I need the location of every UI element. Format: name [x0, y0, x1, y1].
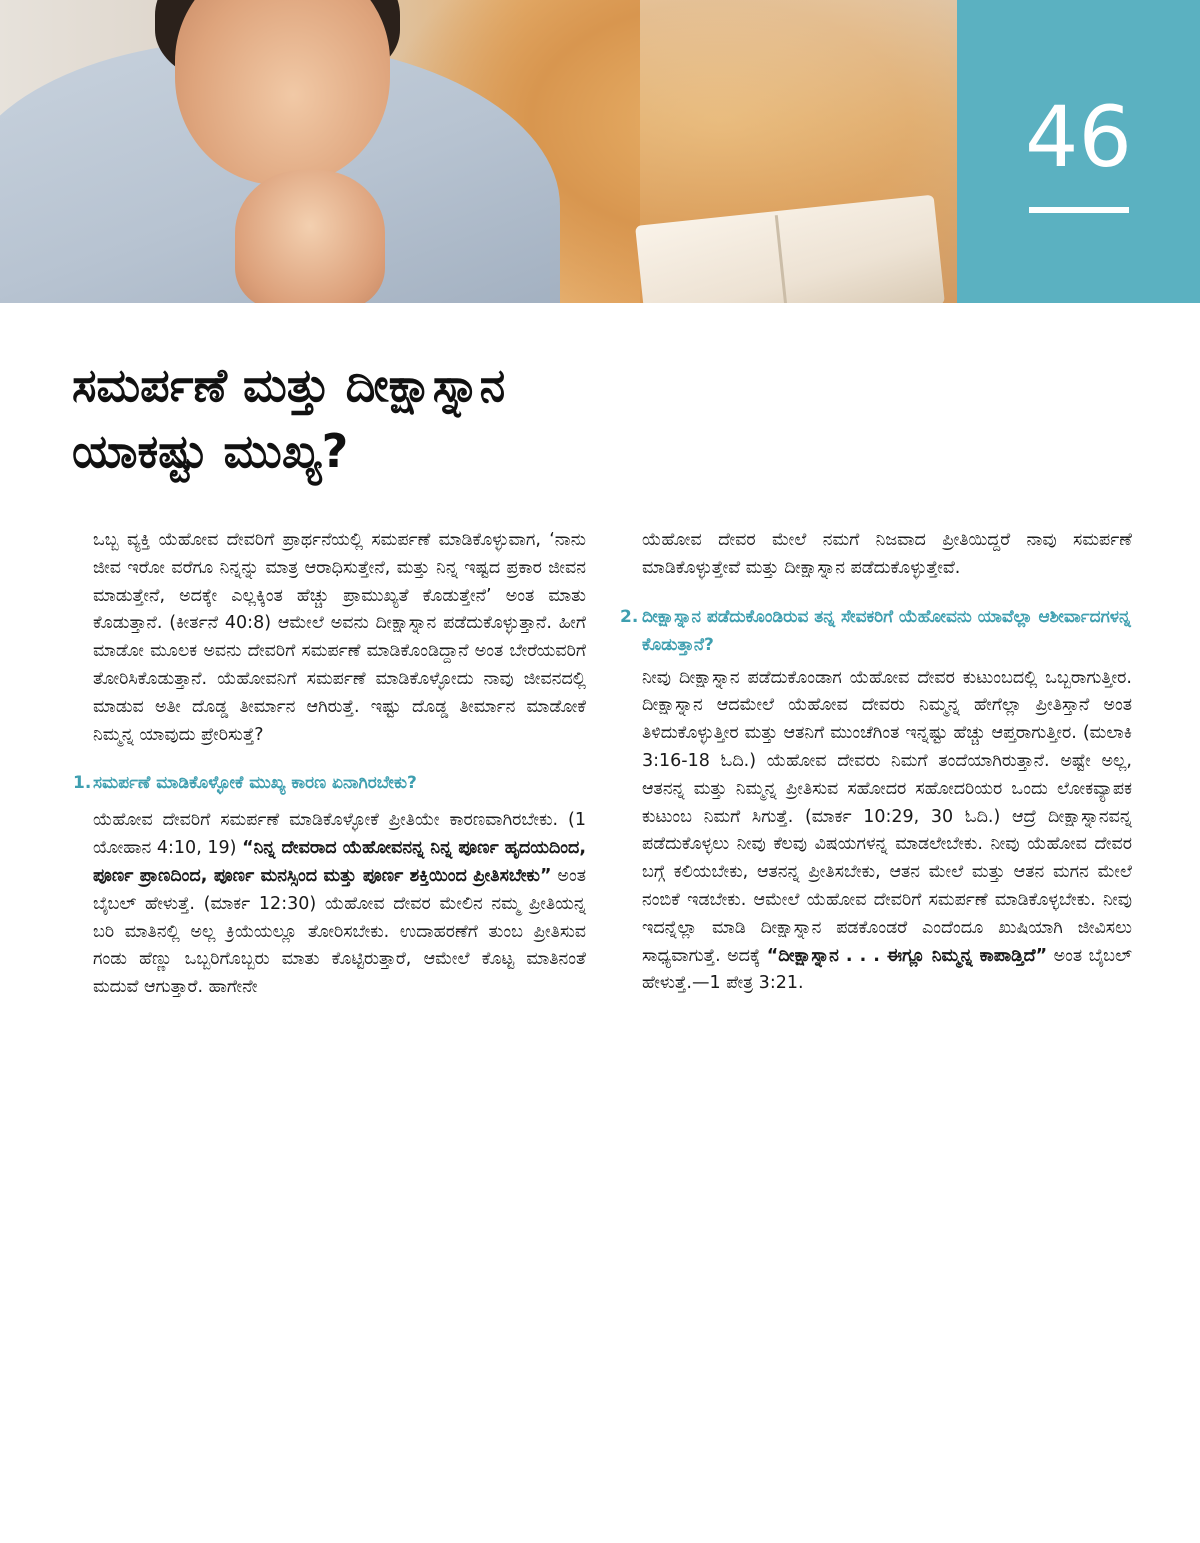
header-photo [0, 0, 957, 303]
page-title [72, 352, 1132, 484]
question-1 [73, 769, 586, 797]
answer-2-text-end: ಅಂತ ಬೈಬಲ್ ಹೇಳುತ್ತೆ.—1 ಪೇತ್ರ 3:21. [642, 945, 1132, 994]
answer-1-paragraph [93, 807, 586, 1002]
answer-2-paragraph [642, 665, 1132, 999]
answer-1-text-start: ಯೆಹೋವ ದೇವರಿಗೆ ಸಮರ್ಪಣೆ ಮಾಡಿಕೊಳ್ಳೋಕೆ ಪ್ರೀತಿಯೇ ಕಾರಣವಾಗಿರಬೇಕು. (1 ಯೋಹಾನ 4:10, 19) [93, 810, 586, 859]
question-2 [620, 603, 1132, 659]
title-line-1: ಸಮರ್ಪಣೆ ಮತ್ತು ದೀಕ್ಷಾಸ್ನಾನ [72, 358, 506, 412]
answer-2-text-start: ನೀವು ದೀಕ್ಷಾಸ್ನಾನ ಪಡೆದುಕೊಂಡಾಗ ಯೆಹೋವ ದೇವರ ಕುಟುಂಬದಲ್ಲಿ ಒಬ್ಬರಾಗುತ್ತೀರ. ದೀಕ್ಷಾಸ್ನಾನ ಆದಮೇಲೆ ಯೆಹೋವ ದೇವರು ನಿಮ್ಮನ್ನ ಹೇಗೆಲ್ಲಾ ಪ್ರೀತಿಸ್ತಾನೆ ಅಂತ ತಿಳಿದುಕೊಳ್ಳುತ್ತೀರ ಮತ್ತು ಆತನಿಗೆ ಮುಂಚೆಗಿಂತ ಇನ್ನಷ್ಟು ಹೆಚ್ಚು ಆಪ್ತರಾಗುತ್ತೀರ. (ಮಲಾಕಿ 3:16-18 ಓದಿ.) ಯೆಹೋವ ದೇವರು ನಿಮಗೆ ತಂದೆಯಾಗಿರುತ್ತಾನೆ. ಅಷ್ಟೇ ಅಲ್ಲ, ಆತನನ್ನ ಮತ್ತು ನಿಮ್ಮನ್ನ ಪ್ರೀತಿಸುವ ಸಹೋದರ ಸಹೋದರಿಯರ ಒಂದು ಲೋಕವ್ಯಾಪಕ ಕುಟುಂಬ ನಿಮಗೆ ಸಿಗುತ್ತೆ. (ಮಾರ್ಕ 10:29, 30 ಓದಿ.) ಆದ್ರೆ ದೀಕ್ಷಾಸ್ನಾನವನ್ನ ಪಡೆದುಕೊಳ್ಳಲು ನೀವು ಕೆಲವು ವಿಷಯಗಳನ್ನ ಮಾಡಲೇಬೇಕು. ನೀವು ಯೆಹೋವ ದೇವರ ಬಗ್ಗೆ ಕಲಿಯಬೇಕು, ಆತನನ್ನ ಪ್ರೀತಿಸಬೇಕು, ಆತನ ಮೇಲೆ ಮತ್ತು ಆತನ ಮಗನ ಮೇಲೆ ನಂಬಿಕೆ ಇಡಬೇಕು. ಆಮೇಲೆ ಯೆಹೋವ ದೇವರಿಗೆ ಸಮರ್ಪಣೆ ಮಾಡಿಕೊಳ್ಳಬೇಕು. ನೀವು ಇದನ್ನೆಲ್ಲಾ ಮಾಡಿ ದೀಕ್ಷಾಸ್ನಾನ ಪಡಕೊಂಡರೆ ಎಂದೆಂದೂ ಖುಷಿಯಾಗಿ ಜೀವಿಸಲು ಸಾಧ್ಯವಾಗುತ್ತೆ. ಅದಕ್ಕೆ [642, 667, 1132, 966]
question-2-text: ದೀಕ್ಷಾಸ್ನಾನ ಪಡೆದುಕೊಂಡಿರುವ ತನ್ನ ಸೇವಕರಿಗೆ ಯೆಹೋವನು ಯಾವೆಲ್ಲಾ ಆಶೀರ್ವಾದಗಳನ್ನ ಕೊಡುತ್ತಾನೆ? [642, 606, 1131, 655]
question-2-number: 2. [620, 606, 639, 627]
answer-2-scripture-quote: “ದೀಕ್ಷಾಸ್ನಾನ . . . ಈಗ್ಲೂ ನಿಮ್ಮನ್ನ ಕಾಪಾಡ್ತಿದೆ” [766, 945, 1048, 966]
lesson-number-rule [1029, 207, 1129, 213]
answer-1-continued: ಯೆಹೋವ ದೇವರ ಮೇಲೆ ನಮಗೆ ನಿಜವಾದ ಪ್ರೀತಿಯಿದ್ದರೆ ನಾವು ಸಮರ್ಪಣೆ ಮಾಡಿಕೊಳ್ಳುತ್ತೇವೆ ಮತ್ತು ದೀಕ್ಷಾಸ್ನಾನ ಪಡೆದುಕೊಳ್ಳುತ್ತೇವೆ. [642, 530, 1132, 578]
answer-1-scripture-quote: “ನಿನ್ನ ದೇವರಾದ ಯೆಹೋವನನ್ನ ನಿನ್ನ ಪೂರ್ಣ ಹೃದಯದಿಂದ, ಪೂರ್ಣ ಪ್ರಾಣದಿಂದ, ಪೂರ್ಣ ಮನಸ್ಸಿಂದ ಮತ್ತು ಪೂರ್ಣ ಶಕ್ತಿಯಿಂದ ಪ್ರೀತಿಸಬೇಕು” [93, 838, 587, 886]
right-column [620, 527, 1132, 998]
answer-1-text-end: ಅಂತ ಬೈಬಲ್ ಹೇಳುತ್ತೆ. (ಮಾರ್ಕ 12:30) ಯೆಹೋವ ದೇವರ ಮೇಲಿನ ನಮ್ಮ ಪ್ರೀತಿಯನ್ನ ಬರಿ ಮಾತಿನಲ್ಲಿ ಅಲ್ಲ ಕ್ರಿಯೆಯಲ್ಲೂ ತೋರಿಸಬೇಕು. ಉದಾಹರಣೆಗೆ ತುಂಬ ಪ್ರೀತಿಸುವ ಗಂಡು ಹೆಣ್ಣು ಒಬ್ಬರಿಗೊಬ್ಬರು ಮಾತು ಕೊಟ್ಟಿರುತ್ತಾರೆ, ಆಮೇಲೆ ಕೊಟ್ಟ ಮಾತಿನಂತೆ ಮದುವೆ ಆಗುತ್ತಾರೆ. ಹಾಗೇನೇ [93, 865, 586, 998]
question-1-number: 1. [73, 773, 92, 794]
intro-paragraph: ಒಬ್ಬ ವ್ಯಕ್ತಿ ಯೆಹೋವ ದೇವರಿಗೆ ಪ್ರಾರ್ಥನೆಯಲ್ಲಿ ಸಮರ್ಪಣೆ ಮಾಡಿಕೊಳ್ಳುವಾಗ, ‘ನಾನು ಜೀವ ಇರೋ ವರೆಗೂ ನಿನ್ನನ್ನು ಮಾತ್ರ ಆರಾಧಿಸುತ್ತೇನೆ, ಮತ್ತು ನಿನ್ನ ಇಷ್ಟದ ಪ್ರಕಾರ ಜೀವನ ಮಾಡುತ್ತೇನೆ, ಅದಕ್ಕೇ ಎಲ್ಲಕ್ಕಿಂತ ಹೆಚ್ಚು ಪ್ರಾಮುಖ್ಯತೆ ಕೊಡುತ್ತೇನೆ’ ಅಂತ ಮಾತು ಕೊಡುತ್ತಾನೆ. (ಕೀರ್ತನೆ 40:8) ಆಮೇಲೆ ಅವನು ದೀಕ್ಷಾಸ್ನಾನ ಪಡೆದುಕೊಳ್ಳುತ್ತಾನೆ. ಹೀಗೆ ಮಾಡೋ ಮೂಲಕ ಅವನು ದೇವರಿಗೆ ಸಮರ್ಪಣೆ ಮಾಡಿಕೊಂಡಿದ್ದಾನೆ ಅಂತ ಬೇರೆಯವರಿಗೆ ತೋರಿಸಿಕೊಡುತ್ತಾನೆ. ಯೆಹೋವನಿಗೆ ಸಮರ್ಪಣೆ ಮಾಡಿಕೊಳ್ಳೋದು ನಾವು ಜೀವನದಲ್ಲಿ ಮಾಡುವ ಅತೀ ದೊಡ್ಡ ತೀರ್ಮಾನ ಆಗಿರುತ್ತೆ. ಇಷ್ಟು ದೊಡ್ಡ ತೀರ್ಮಾನ ಮಾಡೋಕೆ ನಿಮ್ಮನ್ನ ಯಾವುದು ಪ್ರೇರಿಸುತ್ತೆ? [93, 530, 586, 745]
question-1-text: ಸಮರ್ಪಣೆ ಮಾಡಿಕೊಳ್ಳೋಕೆ ಮುಖ್ಯ ಕಾರಣ ಏನಾಗಿರಬೇಕು? [93, 773, 417, 794]
lesson-number: 46 [1025, 88, 1132, 186]
photo-hands [235, 170, 385, 303]
lesson-badge [957, 0, 1200, 303]
title-line-2: ಯಾಕಷ್ಟು ಮುಖ್ಯ? [72, 424, 349, 478]
left-column [73, 527, 587, 1002]
